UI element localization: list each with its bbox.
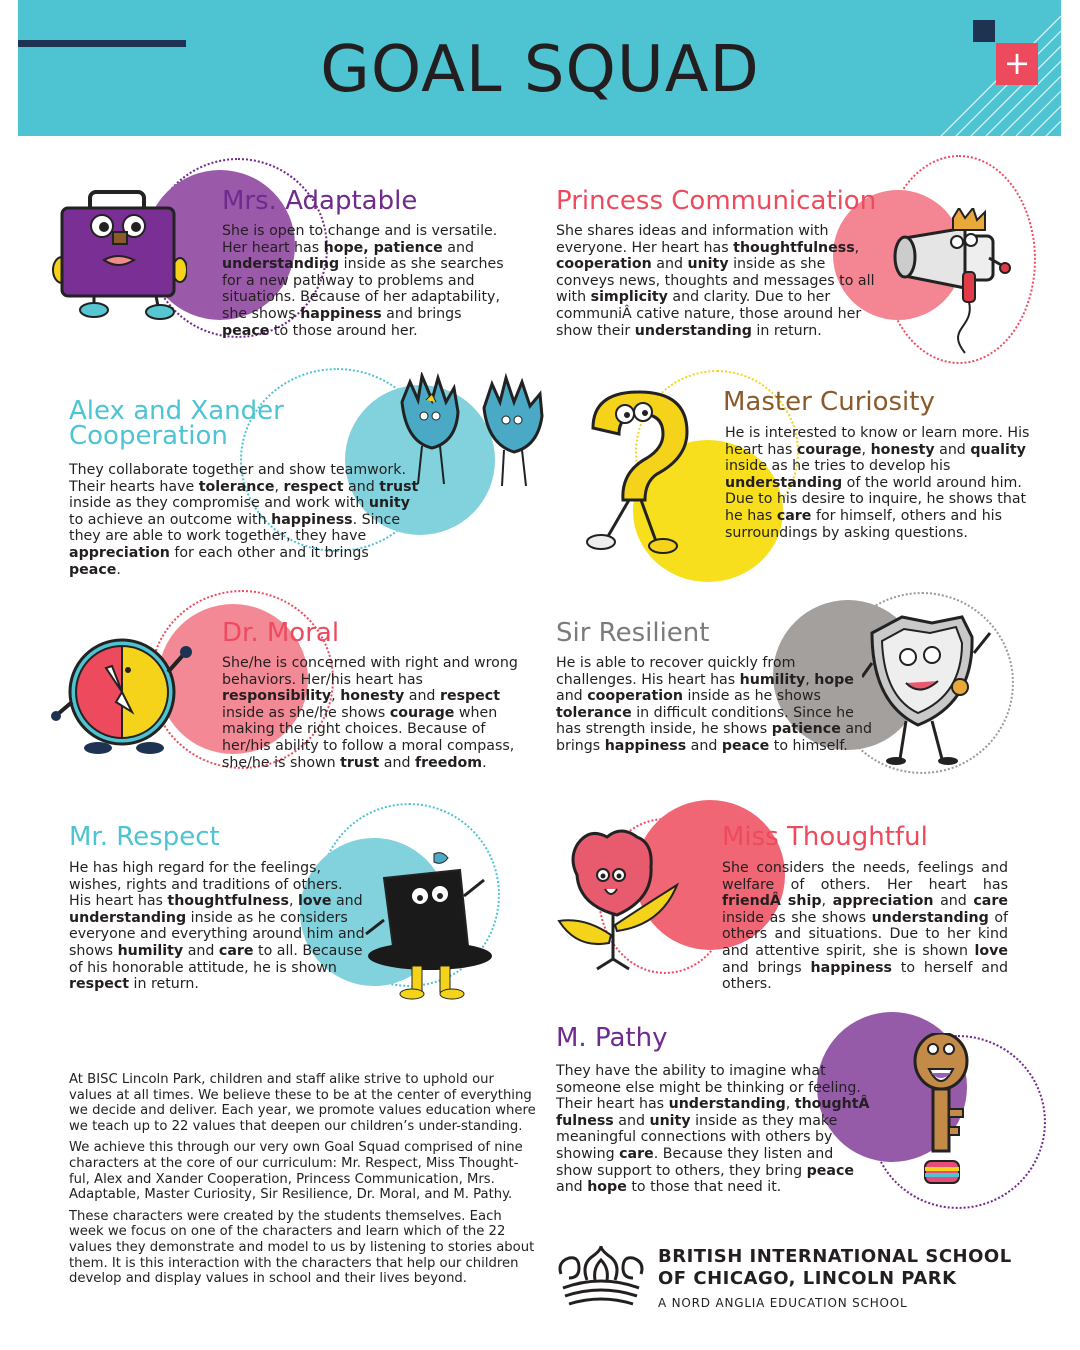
description-text: and	[404, 688, 440, 705]
value-keyword: understanding	[871, 909, 989, 926]
intro-paragraph: We achieve this through our very own Goal Squad comprised of nine characters at the core of our curriculum: Mr. Respect, Miss Thought-ful, Alex and Xander Cooperation, Princess Communication, Mrs. Adaptable, Master Curiosity, Sir Resilience, Dr. Moral, and M. Pathy.	[69, 1140, 523, 1203]
description-text: inside as they compromise and work with	[69, 495, 369, 512]
value-keyword: understanding	[668, 1096, 786, 1113]
value-keyword: humility	[739, 671, 806, 688]
value-keyword: care	[973, 893, 1008, 910]
description-text: ,	[854, 239, 860, 256]
value-keyword: cooperation	[556, 256, 652, 273]
description-text: ,	[785, 1096, 795, 1113]
intro-text	[69, 1072, 537, 1293]
description-text: inside as she searches for a new pathway to problems and situations. Because of her adaptability, she shows	[222, 256, 504, 322]
value-keyword: trust	[340, 754, 380, 771]
value-keyword: appreciation	[832, 893, 934, 910]
value-keyword: responsibility	[222, 688, 332, 705]
description-text: . Since they are able to work together, they have	[69, 511, 401, 545]
character-description	[222, 655, 522, 771]
value-keyword: peace	[69, 561, 117, 578]
description-text: in return.	[751, 322, 822, 339]
value-keyword: understanding	[725, 474, 843, 491]
description-text: of others and situations. Due to her kind and attentive spirit, she is shown	[722, 909, 1008, 959]
description-text: and clarity. Due to her communiÂ cative nature, those around her show their	[556, 289, 862, 339]
top-hat-character-icon	[360, 850, 495, 1005]
description-text: inside as she/he shows	[222, 704, 390, 721]
value-keyword: honesty	[340, 688, 405, 705]
megaphone-character-icon	[885, 208, 1035, 363]
description-text: and	[934, 441, 971, 458]
character-description	[556, 1063, 872, 1196]
description-text: to himself.	[769, 737, 848, 754]
value-keyword: freedom	[414, 754, 483, 771]
value-keyword: friendÂ ship	[722, 893, 822, 910]
description-text: inside as he shows	[682, 688, 821, 705]
description-text: to all. Because of his honorable attitude, he is shown	[69, 942, 363, 976]
description-text: and brings	[556, 721, 873, 754]
value-keyword: thoughtÂ fulness	[556, 1096, 870, 1129]
description-text: .	[482, 754, 487, 771]
character-name: Mr. Respect	[69, 822, 220, 852]
description-text: to those around her.	[269, 322, 418, 339]
description-text: and	[651, 256, 688, 273]
value-keyword: peace	[222, 322, 270, 339]
value-keyword: unity	[649, 1112, 691, 1129]
description-text: inside as they make meaningful connections with others by showing	[556, 1112, 838, 1162]
description-text: . Because they listen and show support to others, they bring	[556, 1145, 834, 1179]
briefcase-character-icon	[52, 190, 187, 322]
character-name: Dr. Moral	[222, 618, 340, 648]
value-keyword: love	[974, 942, 1008, 959]
description-text: in difficult conditions. Since he has strength inside, he shows	[556, 704, 854, 738]
school-name-line2: OF CHICAGO, LINCOLN PARK	[658, 1268, 957, 1289]
value-keyword: understanding	[634, 322, 752, 339]
character-name: Master Curiosity	[723, 387, 935, 417]
description-text: and	[556, 1179, 588, 1196]
description-text: in return.	[129, 976, 199, 993]
value-keyword: love	[297, 893, 332, 910]
character-name: Sir Resilient	[556, 618, 710, 648]
character-description	[222, 223, 507, 339]
crown-crest-logo-icon	[555, 1244, 647, 1308]
description-text: when making the right choices. Because of her/his ability to follow a moral compass, she/he is shown	[222, 704, 515, 771]
description-text: for himself, others and his surroundings by asking questions.	[725, 507, 1003, 541]
value-keyword: hope	[814, 671, 854, 688]
key-character-icon	[905, 1033, 980, 1193]
intro-paragraph: At BISC Lincoln Park, children and staff alike strive to uphold our values at all times. We believe these to be at the center of everything we decide and deliver. Each year, we promote values education where we teach up to 22 values that deepen our children’s under-standing.	[69, 1072, 536, 1134]
value-keyword: happiness	[604, 737, 687, 754]
value-keyword: peace	[721, 737, 770, 754]
character-description	[556, 655, 874, 755]
description-text: inside as she conveys news, thoughts and messages to all with	[556, 256, 875, 306]
compass-character-icon	[50, 632, 200, 757]
description-text: to those that need it.	[626, 1179, 782, 1196]
value-keyword: appreciation	[69, 544, 170, 561]
description-text: ,	[274, 478, 284, 495]
description-text: He is able to recover quickly from challenges. His heart has	[556, 655, 796, 688]
description-text: She/he is concerned with right and wrong behaviors. Her/his heart has	[222, 655, 518, 688]
description-text: and	[343, 478, 380, 495]
value-keyword: peace	[806, 1162, 854, 1179]
character-description	[69, 462, 419, 578]
rose-character-icon	[555, 825, 690, 975]
description-text: She considers the needs, feelings and welfare of others. Her heart has	[722, 860, 1008, 893]
value-keyword: quality	[970, 441, 1026, 458]
description-text: and brings	[381, 305, 462, 322]
value-keyword: care	[776, 507, 812, 524]
question-mark-character-icon	[583, 388, 703, 556]
value-keyword: patience	[771, 721, 841, 738]
intro-paragraph: These characters were created by the students themselves. Each week we focus on one of the characters and learn which of the 22 values they demonstrate and model to us by listening to stories about them. It is this interaction with the characters that help our children develop and display values in school and their lives beyond.	[69, 1208, 535, 1287]
school-name	[658, 1246, 1012, 1290]
description-text: She shares ideas and information with everyone. Her heart has	[556, 223, 829, 256]
description-text: They collaborate together and show teamwork. Their hearts have	[69, 462, 406, 495]
value-keyword: understanding	[69, 909, 187, 926]
character-name: M. Pathy	[556, 1023, 668, 1053]
description-text: and	[331, 893, 363, 910]
value-keyword: tolerance	[556, 704, 632, 721]
header-accent-square	[973, 20, 995, 42]
character-description	[69, 860, 369, 993]
value-keyword: simplicity	[590, 289, 668, 306]
description-text: and	[183, 942, 219, 959]
value-keyword: understanding	[222, 256, 340, 273]
value-keyword: unity	[368, 495, 410, 512]
description-text: ,	[861, 441, 871, 458]
character-name: Mrs. Adaptable	[222, 186, 418, 216]
plus-icon: +	[996, 43, 1038, 85]
value-keyword: trust	[379, 478, 419, 495]
description-text: and	[613, 1112, 650, 1129]
description-text: ,	[805, 671, 815, 688]
description-text: She is open to change and is versatile. Her heart has	[222, 223, 498, 256]
description-text: to achieve an outcome with	[69, 511, 272, 528]
value-keyword: care	[619, 1145, 654, 1162]
value-keyword: thoughtfulness	[167, 893, 289, 910]
description-text: He is interested to know or learn more. His heart has	[725, 425, 1030, 458]
description-text: and	[379, 754, 415, 771]
value-keyword: humility	[117, 942, 184, 959]
value-keyword: happiness	[300, 305, 382, 322]
value-keyword: courage	[796, 441, 862, 458]
school-subtitle: A NORD ANGLIA EDUCATION SCHOOL	[658, 1296, 908, 1310]
value-keyword: respect	[69, 976, 130, 993]
value-keyword: thoughtfulness	[733, 239, 855, 256]
value-keyword: respect	[439, 688, 500, 705]
description-text: ,	[331, 688, 341, 705]
description-text: and brings	[722, 959, 811, 976]
description-text: inside as he tries to develop his	[725, 458, 951, 475]
page-title: GOAL SQUAD	[320, 33, 760, 107]
description-text: .	[116, 561, 121, 578]
description-text: for each other and it brings	[169, 544, 369, 561]
value-keyword: courage	[389, 704, 455, 721]
description-text: ,	[288, 893, 298, 910]
value-keyword: hope, patience	[323, 239, 443, 256]
character-description	[725, 425, 1035, 541]
value-keyword: care	[218, 942, 254, 959]
description-text: They have the ability to imagine what someone else might be thinking or feeling. Their heart has	[556, 1063, 861, 1113]
description-text: and	[556, 688, 588, 705]
description-text: inside as he considers everyone and everything around him and shows	[69, 909, 365, 959]
school-name-line1: BRITISH INTERNATIONAL SCHOOL	[658, 1246, 1012, 1267]
description-text: and	[686, 737, 722, 754]
value-keyword: unity	[687, 256, 729, 273]
description-text: and	[933, 893, 974, 910]
character-name: Miss Thoughtful	[722, 822, 928, 852]
character-description	[722, 860, 1008, 993]
value-keyword: honesty	[870, 441, 935, 458]
description-text: He has high regard for the feelings, wishes, rights and traditions of others. His heart has	[69, 860, 343, 910]
character-name: Princess Communication	[556, 186, 877, 216]
character-description	[556, 223, 886, 339]
description-text: to herself and others.	[722, 959, 1008, 993]
description-text: inside as she shows	[722, 909, 872, 926]
value-keyword: hope	[587, 1179, 627, 1196]
value-keyword: tolerance	[198, 478, 275, 495]
value-keyword: happiness	[271, 511, 353, 528]
character-name: Alex and Xander Cooperation	[69, 396, 284, 451]
value-keyword: respect	[283, 478, 344, 495]
value-keyword: happiness	[810, 959, 892, 976]
description-text: and	[442, 239, 474, 256]
description-text: of the world around him. Due to his desire to inquire, he shows that he has	[725, 474, 1027, 524]
description-text: ,	[821, 893, 833, 910]
shield-character-icon	[862, 613, 1002, 768]
value-keyword: cooperation	[587, 688, 683, 705]
